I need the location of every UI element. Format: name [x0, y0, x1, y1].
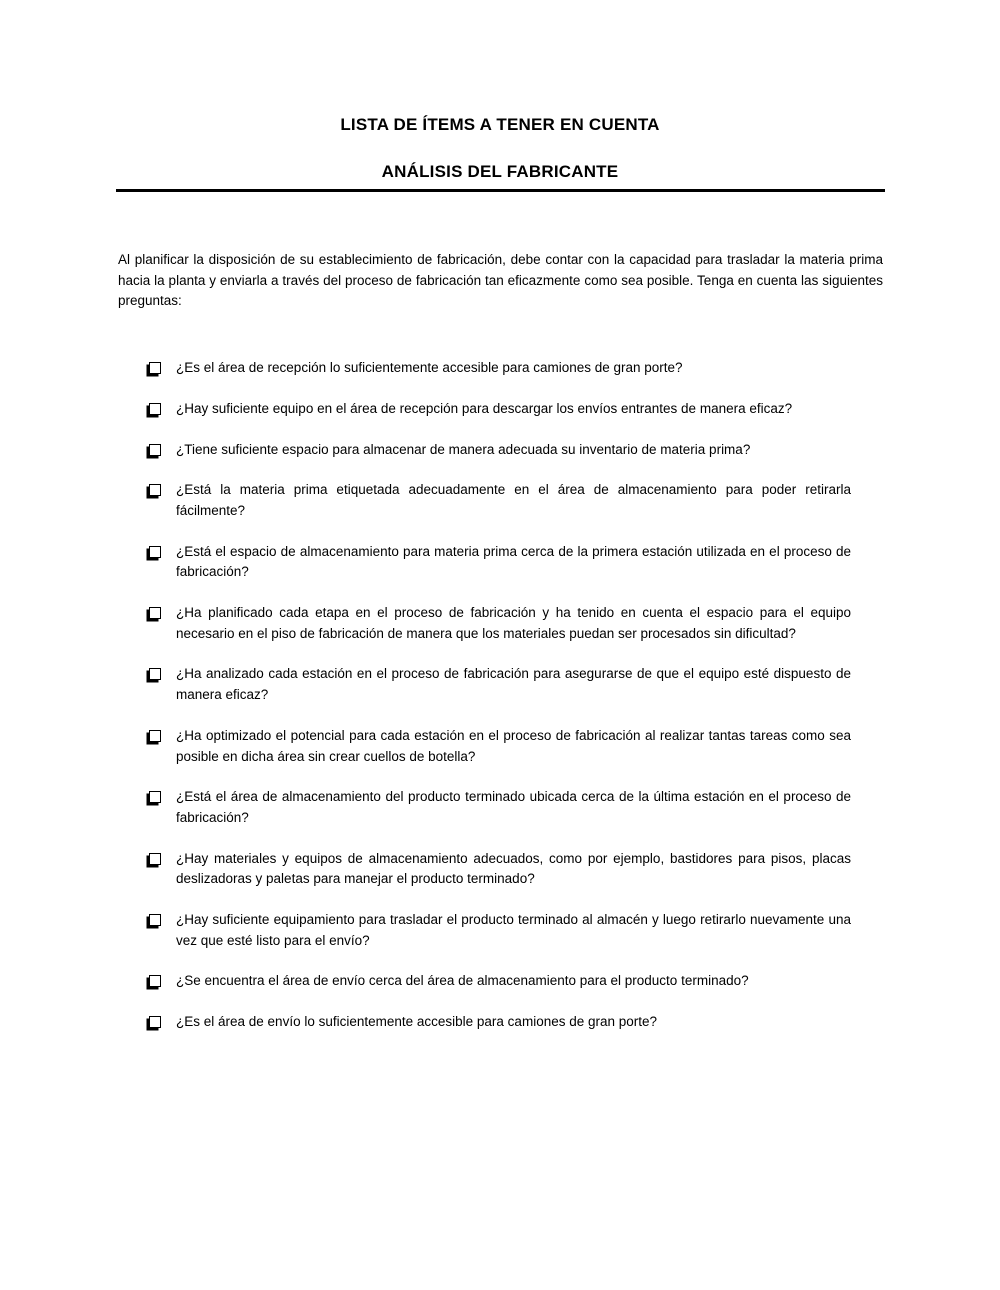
checkbox-icon[interactable]: [149, 668, 161, 680]
checklist-item: [146, 849, 1000, 890]
checklist-item-text: ¿Es el área de recepción lo suficientemente accesible para camiones de gran porte?: [176, 360, 683, 376]
checkbox-icon[interactable]: [149, 607, 161, 619]
checklist-item: [146, 358, 1000, 379]
checklist-item: [146, 603, 1000, 644]
checklist-item: [146, 440, 1000, 461]
checkbox-icon[interactable]: [149, 444, 161, 456]
checklist-item-text: ¿Ha planificado cada etapa en el proceso de fabricación y ha tenido en cuenta el espacio para el equipo necesario en el piso de fabricación de manera que los materiales puedan ser procesados sin dificultad?: [176, 605, 851, 641]
checklist-item-text: ¿Está el espacio de almacenamiento para materia prima cerca de la primera estación utilizada en el proceso de fabricación?: [176, 543, 851, 580]
checkbox-icon[interactable]: [149, 403, 161, 415]
checklist-item-text: ¿Ha optimizado el potencial para cada estación en el proceso de fabricación al realizar tantas tareas como sea posible en dicha área sin crear cuellos de botella?: [176, 727, 851, 764]
checklist-item-text: ¿Hay materiales y equipos de almacenamiento adecuados, como por ejemplo, bastidores para pisos, placas deslizadoras y paletas para manejar el producto terminado?: [176, 850, 851, 887]
checkbox-icon[interactable]: [149, 791, 161, 803]
checklist-item: [146, 787, 1000, 828]
checklist-item-text: ¿Es el área de envío lo suficientemente accesible para camiones de gran porte?: [176, 1014, 658, 1030]
checklist-item: [146, 542, 1000, 583]
checklist: [146, 358, 1000, 1033]
checkbox-icon[interactable]: [149, 484, 161, 496]
checkbox-icon[interactable]: [149, 546, 161, 558]
checklist-item-text: ¿Se encuentra el área de envío cerca del área de almacenamiento para el producto terminado?: [176, 973, 749, 989]
checklist-item: [146, 399, 1000, 420]
checklist-item: [146, 480, 1000, 521]
intro-paragraph: Al planificar la disposición de su establecimiento de fabricación, debe contar con la capacidad para trasladar la materia prima hacia la planta y enviarla a través del proceso de fabricación tan eficazmente como sea posible. Tenga en cuenta las siguientes preguntas:: [118, 252, 883, 309]
checklist-item-text: ¿Tiene suficiente espacio para almacenar de manera adecuada su inventario de materia prima?: [176, 441, 751, 457]
checklist-item: [146, 910, 1000, 951]
checklist-item: [146, 971, 1000, 992]
checklist-item-text: ¿Hay suficiente equipo en el área de recepción para descargar los envíos entrantes de manera eficaz?: [176, 400, 793, 416]
checkbox-icon[interactable]: [149, 1016, 161, 1028]
checklist-item-text: ¿Hay suficiente equipamiento para trasladar el producto terminado al almacén y luego retirarlo nuevamente una vez que esté listo para el envío?: [176, 912, 851, 948]
checkbox-icon[interactable]: [149, 362, 161, 374]
document-header: [0, 0, 1000, 192]
checklist-item-text: ¿Está el área de almacenamiento del producto terminado ubicada cerca de la última estación en el proceso de fabricación?: [176, 789, 851, 825]
checkbox-icon[interactable]: [149, 914, 161, 926]
page-title: LISTA DE ÍTEMS A TENER EN CUENTA: [340, 115, 660, 134]
header-rule: [116, 189, 885, 192]
checklist-item-text: ¿Está la materia prima etiquetada adecuadamente en el área de almacenamiento para poder retirarla fácilmente?: [176, 482, 851, 518]
checklist-item: [146, 664, 1000, 705]
checklist-item-text: ¿Ha analizado cada estación en el proceso de fabricación para asegurarse de que el equipo esté dispuesto de manera eficaz?: [176, 666, 851, 703]
page-subtitle: ANÁLISIS DEL FABRICANTE: [381, 162, 619, 181]
checklist-item: [146, 726, 1000, 767]
checkbox-icon[interactable]: [149, 730, 161, 742]
checkbox-icon[interactable]: [149, 853, 161, 865]
checkbox-icon[interactable]: [149, 975, 161, 987]
checklist-item: [146, 1012, 1000, 1033]
